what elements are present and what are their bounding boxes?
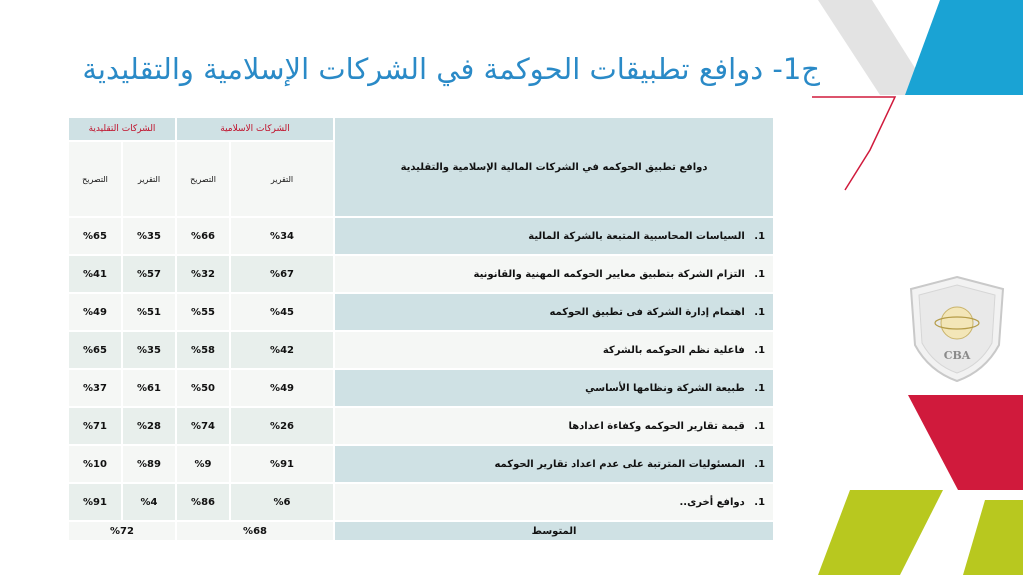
trad-report-cell: %51	[122, 293, 176, 331]
traditional-companies-header: الشركات التقليدية	[68, 117, 176, 141]
isl-report-cell: %45	[230, 293, 334, 331]
isl-disclosure-cell: %55	[176, 293, 230, 331]
trad-disclosure-cell: %91	[68, 483, 122, 521]
table-row	[68, 407, 774, 445]
category-cell	[334, 293, 774, 331]
isl-disclosure-cell: %66	[176, 217, 230, 255]
trad-disclosure-cell: %10	[68, 445, 122, 483]
green-stripe-shape	[963, 500, 1023, 575]
table-row	[68, 217, 774, 255]
row-number: 1.	[754, 420, 766, 432]
trad-disclosure-cell: %71	[68, 407, 122, 445]
cba-shield-logo	[907, 275, 1007, 385]
trad-report-cell: %61	[122, 369, 176, 407]
trad-report-cell: %28	[122, 407, 176, 445]
row-number: 1.	[754, 230, 766, 242]
trad-disclosure-cell: %65	[68, 331, 122, 369]
category-cell	[334, 369, 774, 407]
category-cell	[334, 217, 774, 255]
category-label: التزام الشركة بتطبيق معايير الحوكمه المهنية والقانونية	[473, 268, 745, 280]
category-label: المسئوليات المترتبة على عدم اعداد تقارير الحوكمه	[494, 458, 745, 470]
group-header-row	[68, 117, 774, 141]
slide-title: ج1- دوافع تطبيقات الحوكمة في الشركات الإسلامية والتقليدية	[82, 52, 820, 86]
trad-disclosure-cell: %49	[68, 293, 122, 331]
isl-disclosure-header: التصريح	[176, 141, 230, 217]
row-number: 1.	[754, 382, 766, 394]
trad-disclosure-cell: %41	[68, 255, 122, 293]
trad-report-cell: %35	[122, 217, 176, 255]
isl-disclosure-cell: %58	[176, 331, 230, 369]
isl-report-cell: %34	[230, 217, 334, 255]
isl-report-cell: %49	[230, 369, 334, 407]
average-row	[68, 521, 774, 541]
isl-disclosure-cell: %74	[176, 407, 230, 445]
row-number: 1.	[754, 344, 766, 356]
traditional-average-cell: %72	[68, 521, 176, 541]
trad-disclosure-cell: %37	[68, 369, 122, 407]
row-number: 1.	[754, 496, 766, 508]
table-row	[68, 483, 774, 521]
category-cell	[334, 445, 774, 483]
category-label: السياسات المحاسبية المتبعة بالشركة المالية	[528, 230, 745, 242]
motives-table	[67, 116, 775, 542]
logo-text: CBA	[943, 349, 971, 362]
category-cell	[334, 483, 774, 521]
row-number: 1.	[754, 306, 766, 318]
isl-disclosure-cell: %50	[176, 369, 230, 407]
isl-report-cell: %67	[230, 255, 334, 293]
trad-disclosure-header: التصريح	[68, 141, 122, 217]
table-row	[68, 369, 774, 407]
category-cell	[334, 255, 774, 293]
isl-report-cell: %26	[230, 407, 334, 445]
category-label: دوافع أخرى..	[679, 496, 745, 508]
isl-report-cell: %6	[230, 483, 334, 521]
category-label: فاعلية نظم الحوكمه بالشركة	[602, 344, 745, 356]
row-number: 1.	[754, 268, 766, 280]
isl-disclosure-cell: %86	[176, 483, 230, 521]
trad-report-cell: %57	[122, 255, 176, 293]
table-row	[68, 445, 774, 483]
table-row	[68, 293, 774, 331]
table-row	[68, 331, 774, 369]
category-label: اهتمام إدارة الشركة فى تطبيق الحوكمه	[549, 306, 745, 318]
category-cell	[334, 331, 774, 369]
islamic-companies-header: الشركات الاسلامية	[176, 117, 334, 141]
islamic-average-cell: %68	[176, 521, 334, 541]
isl-report-header: التقرير	[230, 141, 334, 217]
trad-disclosure-cell: %65	[68, 217, 122, 255]
row-number: 1.	[754, 458, 766, 470]
blue-parallelogram-shape	[905, 0, 1023, 95]
red-outline-shape	[812, 97, 895, 190]
trad-report-cell: %89	[122, 445, 176, 483]
isl-disclosure-cell: %9	[176, 445, 230, 483]
table-row	[68, 255, 774, 293]
red-parallelogram-shape	[908, 395, 1023, 490]
category-label: قيمة تقارير الحوكمه وكفاءة اعدادها	[568, 420, 745, 432]
isl-report-cell: %42	[230, 331, 334, 369]
category-label: طبيعة الشركة ونظامها الأساسي	[585, 382, 745, 394]
trad-report-header: التقرير	[122, 141, 176, 217]
category-header: دوافع تطبيق الحوكمه في الشركات المالية الإسلامية والتقليدية	[334, 117, 774, 217]
isl-report-cell: %91	[230, 445, 334, 483]
trad-report-cell: %35	[122, 331, 176, 369]
trad-report-cell: %4	[122, 483, 176, 521]
globe-icon	[941, 307, 973, 339]
category-cell	[334, 407, 774, 445]
green-parallelogram-shape	[818, 490, 943, 575]
average-label-cell: المتوسط	[334, 521, 774, 541]
isl-disclosure-cell: %32	[176, 255, 230, 293]
